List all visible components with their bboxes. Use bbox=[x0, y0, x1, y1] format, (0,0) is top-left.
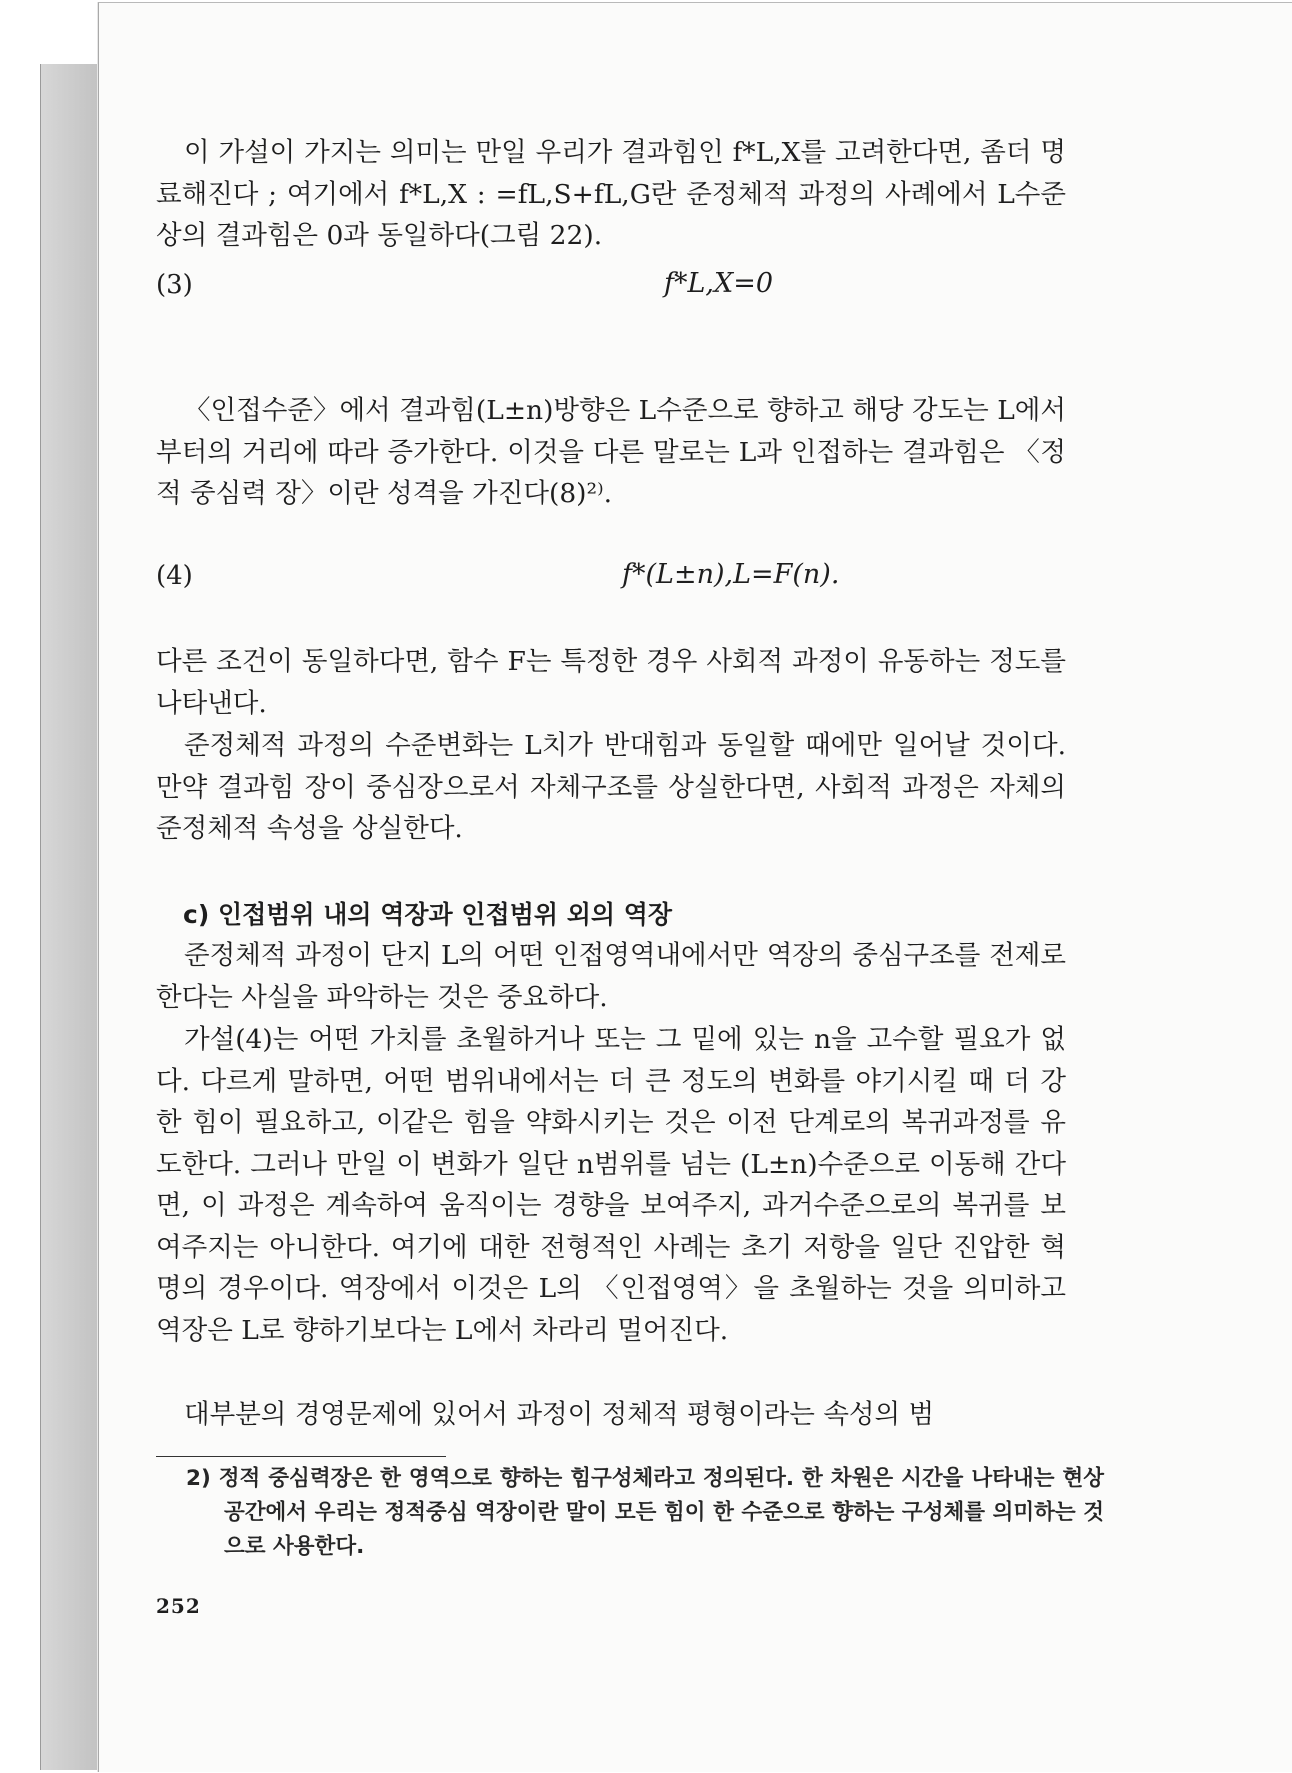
paragraph-2: 〈인접수준〉에서 결과힘(L±n)방향은 L수준으로 향하고 해당 강도는 L에서부터의 거리에 따라 증가한다. 이것을 다른 말로는 L과 인접하는 결과힘은 〈정적 중심력 장〉이란 성격을 가진다(8)²⁾. bbox=[156, 395, 1066, 509]
book-spine bbox=[40, 64, 99, 1770]
footnote: 2) 정적 중심력장은 한 영역으로 향하는 힘구성체라고 정의된다. 한 차원은 시간을 나타내는 현상공간에서 우리는 정적중심 역장이란 말이 모든 힘이 한 수준으로 향하는 구성체를 의미하는 것으로 사용한다. bbox=[186, 1466, 1104, 1559]
equation-3: f*L,X=0 bbox=[664, 268, 774, 299]
paragraph-6: 가설(4)는 어떤 가치를 초월하거나 또는 그 밑에 있는 n을 고수할 필요가 없다. 다르게 말하면, 어떤 범위내에서는 더 큰 정도의 변화를 야기시킬 때 더 강한 힘이 필요하고, 이같은 힘을 약화시키는 것은 이전 단계로의 복귀과정를 유도한다. 그러나 만일 이 변화가 일단 n범위를 넘는 (L±n)수준으로 이동해 간다면, 이 과정은 계속하여 움직이는 경향을 보여주지, 과거수준으로의 복귀를 보여주지는 아니한다. 여기에 대한 전형적인 사례는 초기 저항을 일단 진압한 혁명의 경우이다. 역장에서 이것은 L의 〈인접영역〉을 초월하는 것을 의미하고 역장은 L로 향하기보다는 L에서 차라리 멀어진다. bbox=[156, 1024, 1066, 1346]
equation-3-number: (3) bbox=[156, 270, 193, 300]
page-number: 252 bbox=[156, 1594, 201, 1618]
equation-4: f*(L±n),L=F(n). bbox=[622, 559, 840, 590]
footnote-rule bbox=[156, 1456, 446, 1457]
paragraph-4: 준정체적 과정의 수준변화는 L치가 반대힘과 동일할 때에만 일어날 것이다. 만약 결과힘 장이 중심장으로서 자체구조를 상실한다면, 사회적 과정은 자체의 준정체적 속성을 상실한다. bbox=[156, 730, 1066, 844]
paragraph-1: 이 가설이 가지는 의미는 만일 우리가 결과힘인 f*L,X를 고려한다면, 좀더 명료해진다 ; 여기에서 f*L,X : =fL,S+fL,G란 준정체적 과정의 사례에서 L수준상의 결과힘은 0과 동일하다(그림 22). bbox=[156, 137, 1066, 251]
paragraph-7: 대부분의 경영문제에 있어서 과정이 정체적 평형이라는 속성의 범 bbox=[184, 1399, 935, 1430]
paragraph-3: 다른 조건이 동일하다면, 함수 F는 특정한 경우 사회적 과정이 유동하는 정도를 나타낸다. bbox=[156, 646, 1066, 719]
equation-4-number: (4) bbox=[156, 561, 193, 591]
paragraph-5: 준정체적 과정이 단지 L의 어떤 인접영역내에서만 역장의 중심구조를 전제로 한다는 사실을 파악하는 것은 중요하다. bbox=[156, 940, 1066, 1013]
section-title: c) 인접범위 내의 역장과 인접범위 외의 역장 bbox=[183, 900, 673, 929]
